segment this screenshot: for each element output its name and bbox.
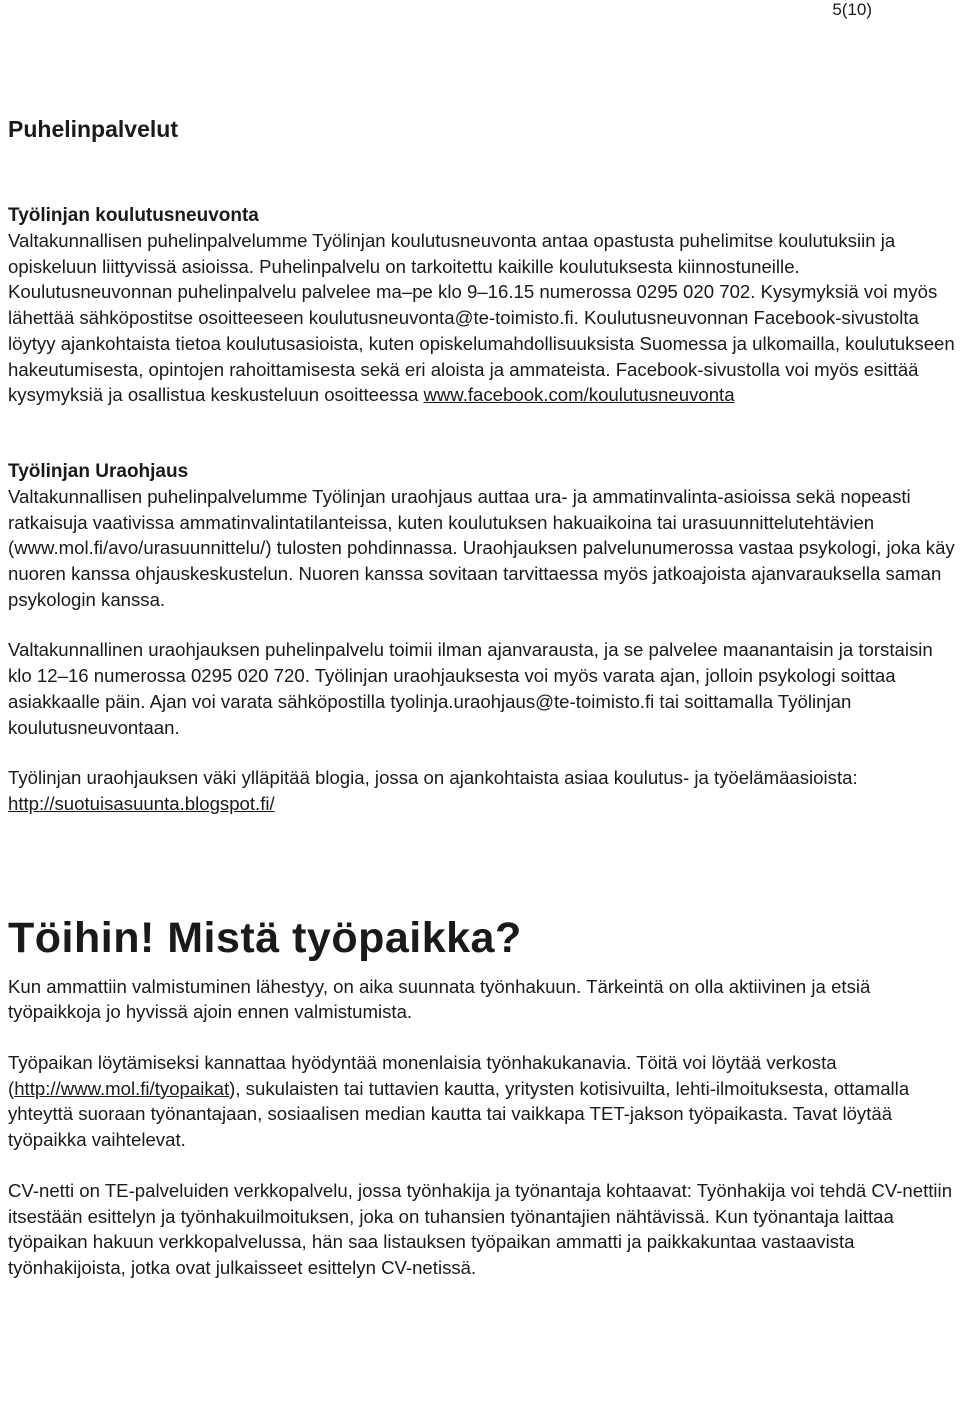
uraohjaus-paragraph-2: Valtakunnallinen uraohjauksen puhelinpalvelu toimii ilman ajanvarausta, ja se palvelee maanantaisin ja torstaisin klo 12–16 numerossa 0295 020 720. Työlinjan uraohjauksesta voi myös varata ajan, jolloin psykologi soittaa asiakkaalle päin. Ajan voi varata sähköpostilla tyolinja.uraohjaus@te-toimisto.fi tai soittamalla Työlinjan koulutusneuvontaan. (8, 639, 933, 738)
mol-tyopaikat-link[interactable]: http://www.mol.fi/tyopaikat (14, 1077, 230, 1099)
uraohjaus-paragraph-3 (8, 765, 958, 816)
uraohjaus-paragraph-1: Valtakunnallisen puhelinpalvelumme Työlinjan uraohjaus auttaa ura- ja ammatinvalinta-asioissa sekä nopeasti ratkaisuja vaativissa ammatinvalintatilanteissa, kuten koulutuksen hakuaikoina tai urasuunnittelutehtävien (www.mol.fi/avo/urasuunnittelu/) tulosten pohdinnassa. Uraohjauksen palvelunumerossa vastaa psykologi, joka käy nuoren kanssa ohjauskeskustelun. Nuoren kanssa sovitaan tarvittaessa myös jatkoajoista ajanvarauksella saman psykologin kanssa. (8, 485, 955, 610)
toihin-paragraph-2-before: Työpaikan löytämiseksi kannattaa hyödyntää monenlaisia työnhakukanavia. Töitä voi löytää verkosta ( (8, 1052, 837, 1099)
heading-koulutusneuvonta: Työlinjan koulutusneuvonta (8, 205, 259, 226)
heading-uraohjaus: Työlinjan Uraohjaus (8, 460, 189, 482)
facebook-link[interactable]: www.facebook.com/koulutusneuvonta (423, 384, 735, 406)
document-body (8, 114, 958, 1281)
uraohjaus-blog-text: Työlinjan uraohjauksen väki ylläpitää blogia, jossa on ajankohtaista asiaa koulutus- ja työelämäasioista: (8, 767, 858, 789)
toihin-paragraph-2-after: ), sukulaisten tai tuttavien kautta, yritysten kotisivuilta, lehti-ilmoituksesta, ottamalla yhteyttä suoraan työnantajaan, sosiaalisen median kautta tai vaikkapa TET-jakson työpaikasta. Tavat löytää työpaikka vaihtelevat. (8, 1077, 910, 1151)
koulutusneuvonta-paragraph (8, 228, 958, 408)
toihin-paragraph-1: Kun ammattiin valmistuminen lähestyy, on aika suunnata työnhakuun. Tärkeintä on olla aktiivinen ja etsiä työpaikkoja jo hyvissä ajoin ennen valmistumista. (8, 975, 871, 1023)
toihin-paragraph-3: CV-netti on TE-palveluiden verkkopalvelu, jossa työnhakija ja työnantaja kohtaavat: Työnhakija voi tehdä CV-nettiin itsestään esittelyn ja työnhakuilmoituksen, joka on tuhansien työnantajien nähtävissä. Kun työnantaja laittaa työpaikan hakuun verkkopalvelussa, hän saa listauksen työpaikan ammatti ja paikkakuntaa vastaavista työnhakijoista, jotka ovat julkaisseet esittelyn CV-netissä. (8, 1179, 953, 1278)
blog-link[interactable]: http://suotuisasuunta.blogspot.fi/ (8, 792, 275, 814)
section-title-puhelinpalvelut: Puhelinpalvelut (8, 116, 178, 142)
page-number: 5(10) (832, 0, 872, 19)
section-title-toihin: Töihin! Mistä työpaikka? (8, 913, 522, 962)
koulutusneuvonta-text: Valtakunnallisen puhelinpalvelumme Työlinjan koulutusneuvonta antaa opastusta puhelimitse koulutuksiin ja opiskeluun liittyvissä asioissa. Puhelinpalvelu on tarkoitettu kaikille koulutuksesta kiinnostuneille. Koulutusneuvonnan puhelinpalvelu palvelee ma–pe klo 9–16.15 numerossa 0295 020 702. Kysymyksiä voi myös lähettää sähköpostitse osoitteeseen koulutusneuvonta@te-toimisto.fi. Koulutusneuvonnan Facebook-sivustolta löytyy ajankohtaista tietoa koulutusasioista, kuten opiskelumahdollisuuksista Suomessa ja ulkomailla, koulutukseen hakeutumisesta, opintojen rahoittamisesta sekä eri aloista ja ammateista. Facebook-sivustolla voi myös esittää kysymyksiä ja osallistua keskusteluun osoitteessa (8, 230, 955, 406)
toihin-paragraph-2 (8, 1050, 958, 1153)
